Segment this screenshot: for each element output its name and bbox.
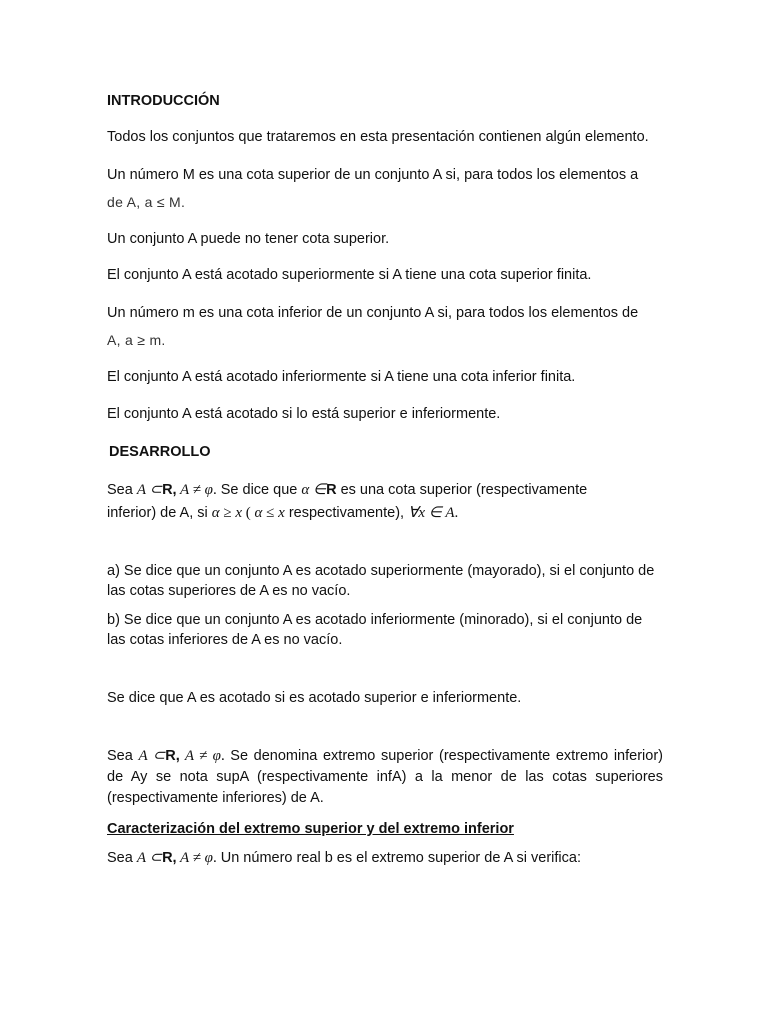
intro-paragraph-6: El conjunto A está acotado inferiormente si A tiene una cota inferior finita.: [107, 369, 576, 385]
def1-sea: Sea: [107, 482, 137, 498]
caracterizacion-statement: [107, 848, 663, 868]
def1-r: R,: [162, 482, 177, 498]
def1-line-2a: inferior) de A, si: [107, 505, 212, 521]
def1-a-subset: A ⊂: [136, 482, 163, 498]
def1-end: .: [454, 505, 459, 521]
def1-condition-1: α ≥ x: [211, 505, 243, 521]
def1-a-nonempty: A ≠ φ: [176, 482, 213, 498]
intro-paragraph-7: El conjunto A está acotado si lo está superior e inferiormente.: [107, 406, 501, 422]
item-b-minorado: b) Se dice que un conjunto A es acotado inferiormente (minorado), si el conjunto de las cotas inferiores de A es no vacío.: [107, 612, 643, 648]
def1-forall: ∀x ∈ A: [408, 505, 455, 521]
intro-paragraph-5-line-2: A, a ≥ m.: [107, 332, 166, 348]
def3-sea: Sea: [107, 850, 137, 866]
def3-dot: .: [212, 850, 217, 866]
definition-cota-superior: [107, 479, 663, 525]
intro-paragraph-3: Un conjunto A puede no tener cota superior.: [107, 231, 390, 247]
def1-r-2: R: [326, 482, 337, 498]
def2-dot: .: [220, 748, 225, 764]
def1-paren: (: [242, 505, 255, 521]
def2-text: Se denomina extremo superior (respectivamente extremo inferior) de Ay se nota supA (respectivamente infA) a la menor de las cotas superiores (respectivamente inferiores) de A.: [107, 748, 663, 806]
intro-paragraph-1: Todos los conjuntos que trataremos en esta presentación contienen algún elemento.: [107, 129, 649, 145]
def3-r: R,: [162, 850, 177, 866]
def1-dot: .: [212, 482, 217, 498]
def2-r: R,: [165, 748, 180, 764]
def3-text: Un número real b es el extremo superior de A si verifica:: [216, 850, 581, 866]
def1-condition-2: α ≤ x: [254, 505, 285, 521]
intro-paragraph-2-line-1: Un número M es una cota superior de un conjunto A si, para todos los elementos a: [107, 167, 639, 183]
def3-a-subset: A ⊂: [136, 850, 163, 866]
def1-line-2b: respectivamente),: [284, 505, 409, 521]
def2-a-subset: A ⊂: [138, 748, 166, 764]
def2-a-nonempty: A ≠ φ: [179, 748, 221, 764]
definition-extremo-superior: [107, 746, 663, 809]
acotado-paragraph: Se dice que A es acotado si es acotado superior e inferiormente.: [107, 690, 522, 706]
def1-text-1: Se dice que: [216, 482, 302, 498]
caracterizacion-subheading: Caracterización del extremo superior y del extremo inferior: [107, 821, 514, 837]
def3-a-nonempty: A ≠ φ: [176, 850, 213, 866]
intro-heading: INTRODUCCIÓN: [107, 93, 220, 109]
intro-paragraph-2-line-2: de A, a ≤ M.: [107, 194, 186, 210]
def2-sea: Sea: [107, 748, 139, 764]
item-a-mayorado: a) Se dice que un conjunto A es acotado superiormente (mayorado), si el conjunto de las cotas superiores de A es no vacío.: [107, 563, 655, 599]
def1-text-2: es una cota superior (respectivamente: [336, 482, 588, 498]
intro-paragraph-5-line-1: Un número m es una cota inferior de un conjunto A si, para todos los elementos de: [107, 305, 639, 321]
desarrollo-heading: DESARROLLO: [109, 444, 211, 460]
def1-alpha-in: α ∈: [301, 482, 327, 498]
intro-paragraph-4: El conjunto A está acotado superiormente si A tiene una cota superior finita.: [107, 267, 592, 283]
